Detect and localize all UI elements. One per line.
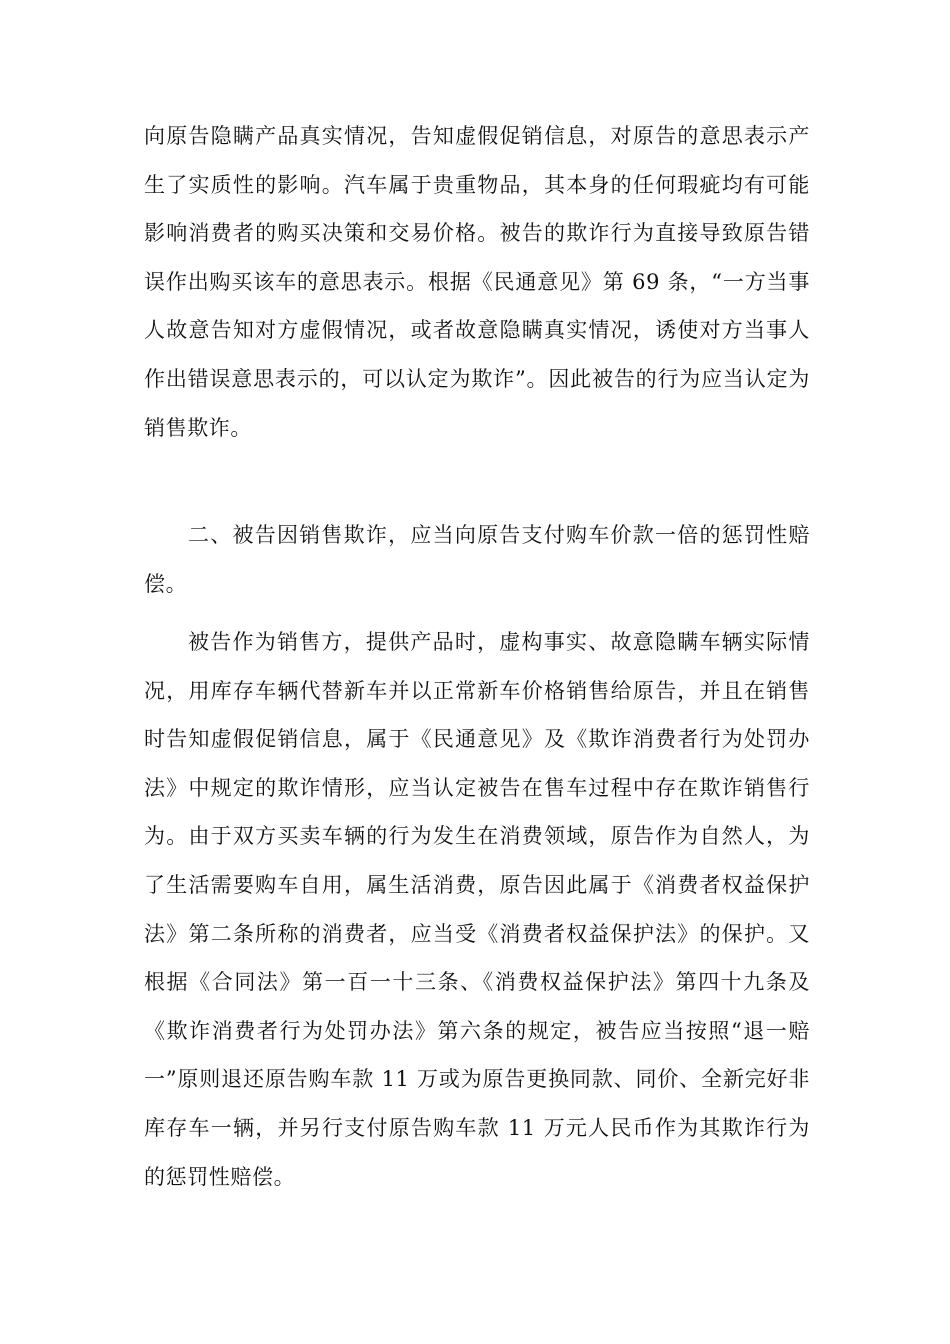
paragraph-legal-basis: 被告作为销售方，提供产品时，虚构事实、故意隐瞒车辆实际情况，用库存车辆代替新车并以正常新车价格销售给原告，并且在销售时告知虚假促销信息，属于《民通意见》及《欺诈消费者行为处罚办法》中规定的欺诈情形，应当认定被告在售车过程中存在欺诈销售行为。由于双方买卖车辆的行为发生在消费领域，原告作为自然人，为了生活需要购车自用，属生活消费，原告因此属于《消费者权益保护法》第二条所称的消费者，应当受《消费者权益保护法》的保护。又根据《合同法》第一百一十三条、《消费权益保护法》第四十九条及《欺诈消费者行为处罚办法》第六条的规定，被告应当按照“退一赔一”原则退还原告购车款 11 万或为原告更换同款、同价、全新完好非库存车一辆，并另行支付原告购车款 11 万元人民币作为其欺诈行为的惩罚性赔偿。 <box>144 630 810 1189</box>
paragraph-fraud-determination: 向原告隐瞒产品真实情况，告知虚假促销信息，对原告的意思表示产生了实质性的影响。汽车属于贵重物品，其本身的任何瑕疵均有可能影响消费者的购买决策和交易价格。被告的欺诈行为直接导致原告错误作出购买该车的意思表示。根据《民通意见》第 69 条，“一方当事人故意告知对方虚假情况，或者故意隐瞒真实情况，诱使对方当事人作出错误意思表示的，可以认定为欺诈”。因此被告的行为应当认定为销售欺诈。 <box>144 124 810 440</box>
section-heading-punitive-damages: 二、被告因销售欺诈，应当向原告支付购车价款一倍的惩罚性赔偿。 <box>144 523 810 596</box>
